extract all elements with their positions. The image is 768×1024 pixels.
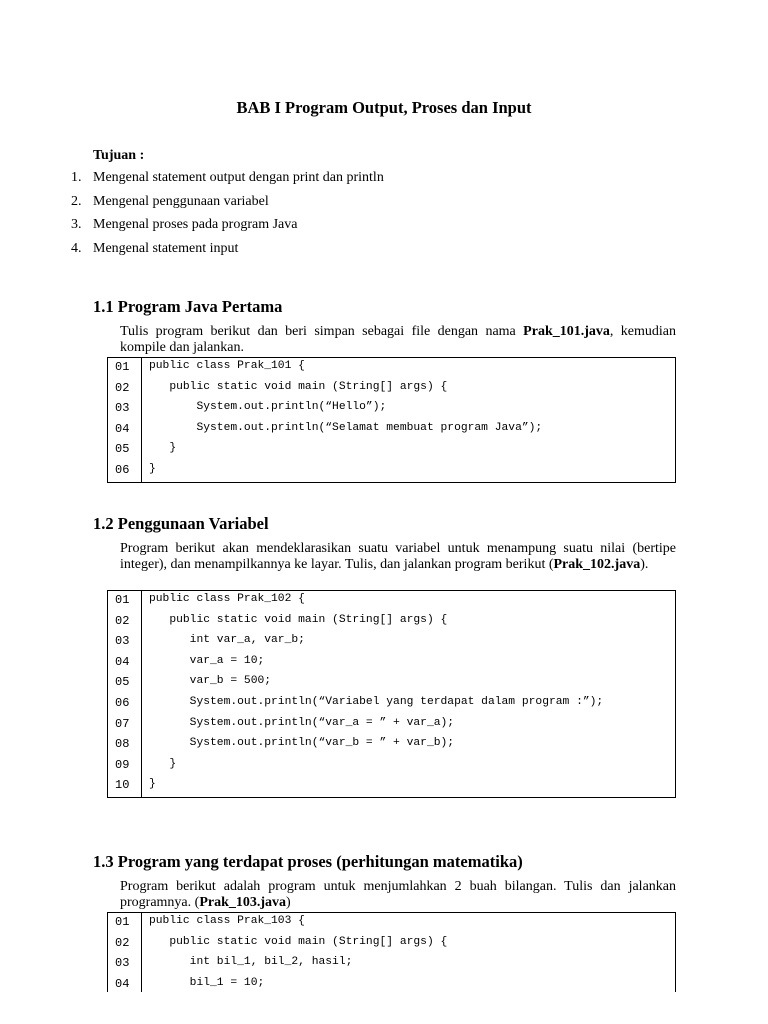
- line-number: 02: [115, 935, 130, 950]
- code-line: [108, 632, 675, 653]
- goal-number: 2.: [71, 193, 82, 209]
- code-line: [108, 399, 675, 420]
- line-number: 05: [115, 442, 130, 457]
- code-line: [108, 461, 675, 482]
- goal-list: [0, 170, 768, 264]
- section-heading-1-3: 1.3 Program yang terdapat proses (perhitungan matematika): [93, 852, 523, 871]
- section-1-3-paragraph: [120, 879, 676, 911]
- line-number: 01: [115, 593, 130, 607]
- code-listing-prak-103: [107, 912, 676, 992]
- line-number: 01: [115, 915, 130, 929]
- code-text: var_b = 500;: [149, 675, 272, 688]
- code-text: public class Prak_102 {: [149, 593, 305, 605]
- code-line: [108, 591, 675, 612]
- line-number: 07: [115, 716, 130, 731]
- file-name: Prak_102.java: [553, 557, 641, 572]
- goal-item: [0, 170, 768, 194]
- code-line: [108, 612, 675, 633]
- tujuan-label: Tujuan :: [93, 148, 145, 163]
- code-text: var_a = 10;: [149, 654, 265, 667]
- code-line: [108, 379, 675, 400]
- goal-number: 4.: [71, 240, 82, 256]
- goal-text: Mengenal proses pada program Java: [93, 217, 298, 232]
- line-number: 04: [115, 976, 130, 991]
- line-number: 05: [115, 675, 130, 690]
- code-line: [108, 776, 675, 797]
- code-line: [108, 420, 675, 441]
- goal-text: Mengenal statement output dengan print dan println: [93, 170, 384, 185]
- code-text: int bil_1, bil_2, hasil;: [149, 956, 353, 969]
- paragraph-text: , kemudian kompile dan jalankan.: [120, 324, 676, 355]
- chapter-title: BAB I Program Output, Proses dan Input: [236, 98, 532, 117]
- code-text: System.out.println(“Variabel yang terdapat dalam program :”);: [149, 695, 604, 708]
- code-line: [108, 715, 675, 736]
- code-text: }: [149, 462, 156, 475]
- section-heading-1-2: 1.2 Penggunaan Variabel: [93, 514, 269, 533]
- code-text: public class Prak_101 {: [149, 360, 305, 372]
- goal-text: Mengenal penggunaan variabel: [93, 193, 269, 209]
- line-number: 03: [115, 634, 130, 649]
- code-text: }: [149, 778, 156, 791]
- goal-number: 3.: [71, 217, 82, 232]
- line-number: 09: [115, 757, 130, 772]
- line-number: 06: [115, 695, 130, 710]
- code-line: [108, 358, 675, 379]
- paragraph-text: ).: [640, 557, 649, 572]
- code-line: [108, 673, 675, 694]
- paragraph-text: Program berikut adalah program untuk menjumlahkan 2 buah bilangan. Tulis dan jalankan programnya. (: [120, 879, 676, 910]
- line-number: 10: [115, 778, 130, 793]
- paragraph-text: ): [286, 895, 291, 910]
- code-line: [108, 954, 675, 975]
- code-text: }: [149, 442, 177, 455]
- file-name: Prak_103.java: [199, 895, 287, 910]
- line-number: 02: [115, 380, 130, 395]
- code-text: public static void main (String[] args) {: [149, 935, 448, 948]
- code-text: int var_a, var_b;: [149, 634, 305, 647]
- code-line: [108, 440, 675, 461]
- code-text: System.out.println(“Hello”);: [149, 401, 387, 414]
- line-number: 08: [115, 737, 130, 752]
- code-text: }: [149, 757, 177, 770]
- paragraph-text: Tulis program berikut dan beri simpan sebagai file dengan nama: [120, 324, 524, 339]
- code-text: public static void main (String[] args) {: [149, 613, 448, 626]
- goal-item: [0, 217, 768, 241]
- code-line: [108, 735, 675, 756]
- code-line: [108, 756, 675, 777]
- code-line: [108, 653, 675, 674]
- section-heading-1-1: 1.1 Program Java Pertama: [93, 297, 283, 316]
- code-listing-prak-102: [107, 590, 676, 798]
- goal-item: [0, 194, 768, 218]
- code-text: System.out.println(“Selamat membuat program Java”);: [149, 421, 543, 434]
- code-text: System.out.println(“var_b = ” + var_b);: [149, 737, 455, 750]
- line-number: 06: [115, 462, 130, 477]
- goal-number: 1.: [71, 170, 82, 185]
- code-text: System.out.println(“var_a = ” + var_a);: [149, 716, 455, 729]
- code-line: [108, 694, 675, 715]
- section-1-2-paragraph: [120, 541, 676, 573]
- section-1-1-paragraph: [120, 324, 676, 356]
- line-number: 04: [115, 421, 130, 436]
- goal-text: Mengenal statement input: [93, 240, 239, 256]
- code-listing-prak-101: [107, 357, 676, 483]
- line-number: 03: [115, 401, 130, 416]
- code-line: [108, 934, 675, 955]
- code-line: [108, 975, 675, 996]
- paragraph-text: Program berikut akan mendeklarasikan suatu variabel untuk menampung suatu nilai (bertipe integer), dan menampilkannya ke layar. Tulis, dan jalankan program berikut (: [120, 541, 676, 572]
- line-number: 03: [115, 956, 130, 971]
- code-text: public static void main (String[] args) {: [149, 380, 448, 393]
- line-number: 02: [115, 613, 130, 628]
- line-number: 01: [115, 360, 130, 374]
- code-line: [108, 913, 675, 934]
- file-name: Prak_101.java: [523, 324, 610, 339]
- goal-item: [0, 241, 768, 265]
- code-text: public class Prak_103 {: [149, 915, 305, 927]
- line-number: 04: [115, 654, 130, 669]
- code-text: bil_1 = 10;: [149, 976, 265, 989]
